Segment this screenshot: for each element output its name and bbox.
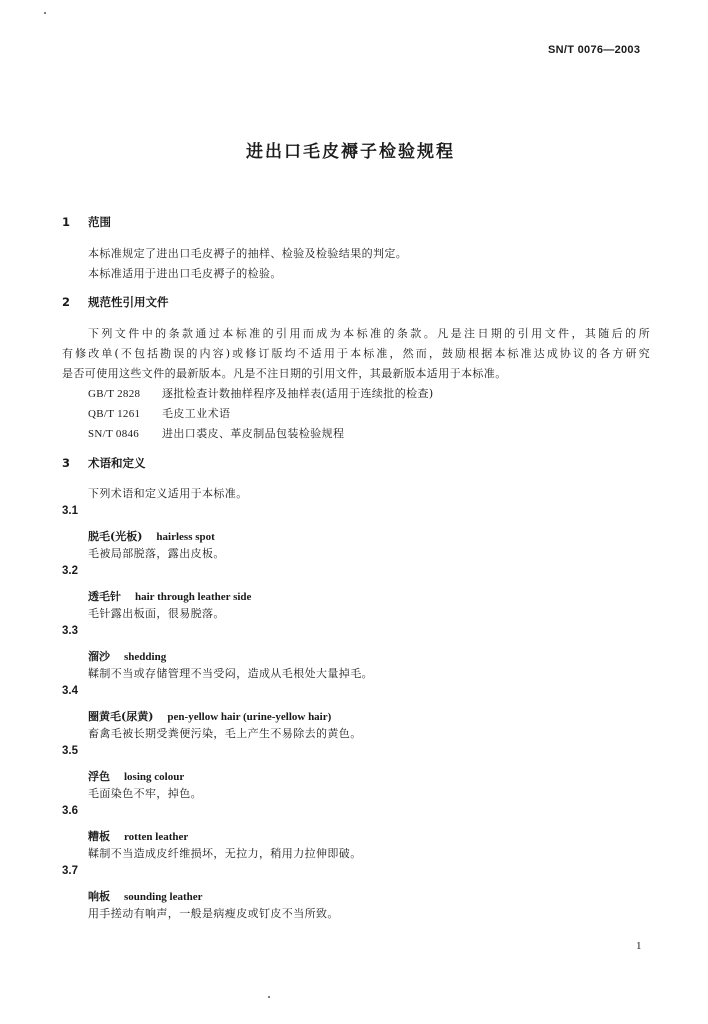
standard-code-header: SN/T 0076—2003 xyxy=(548,44,641,56)
term-en: hairless spot xyxy=(156,531,215,543)
section-number: 3 xyxy=(62,456,71,470)
term-number: 3.1 xyxy=(62,505,78,517)
reference-code: QB/T 1261 xyxy=(88,408,141,420)
term-heading xyxy=(88,705,331,724)
term-heading xyxy=(88,825,188,844)
term-zh: 响板 xyxy=(88,890,110,903)
scan-speck xyxy=(268,996,270,998)
term-definition: 毛面染色不牢，掉色。 xyxy=(88,787,202,800)
term-heading xyxy=(88,525,215,544)
term-zh: 溜沙 xyxy=(88,650,110,663)
term-en: rotten leather xyxy=(124,831,189,843)
term-number: 3.3 xyxy=(62,625,78,637)
term-heading xyxy=(88,885,203,904)
term-number: 3.2 xyxy=(62,565,78,577)
reference-item xyxy=(88,405,230,421)
term-definition: 鞣制不当或存储管理不当受闷，造成从毛根处大量掉毛。 xyxy=(88,667,373,680)
term-zh: 圈黄毛(尿黄) xyxy=(88,710,154,723)
references-intro-line: 是否可使用这些文件的最新版本。凡是不注日期的引用文件，其最新版本适用于本标准。 xyxy=(62,367,507,380)
term-zh: 糟板 xyxy=(88,830,110,843)
term-en: pen-yellow hair (urine-yellow hair) xyxy=(167,711,332,723)
references-intro-line: 下列文件中的条款通过本标准的引用而成为本标准的条款。凡是注日期的引用文件，其随后的所 xyxy=(88,327,650,340)
term-zh: 脱毛(光板) xyxy=(88,530,143,543)
term-definition: 用手搓动有响声，一般是病瘦皮或钉皮不当所致。 xyxy=(88,907,339,920)
reference-title: 逐批检查计数抽样程序及抽样表(适用于连续批的检查) xyxy=(162,387,434,400)
terms-intro: 下列术语和定义适用于本标准。 xyxy=(88,487,248,500)
reference-code: SN/T 0846 xyxy=(88,428,140,440)
reference-title: 毛皮工业术语 xyxy=(162,407,231,420)
term-en: losing colour xyxy=(124,771,185,783)
scope-paragraph: 本标准规定了进出口毛皮褥子的抽样、检验及检验结果的判定。 xyxy=(88,247,408,260)
term-en: sounding leather xyxy=(124,891,203,903)
section-1-heading xyxy=(62,214,111,230)
section-number: 2 xyxy=(62,295,71,309)
reference-item xyxy=(88,385,434,401)
scan-speck xyxy=(44,12,46,14)
term-heading xyxy=(88,585,251,604)
term-en: hair through leather side xyxy=(135,591,252,603)
references-intro-line: 有修改单(不包括勘误的内容)或修订版均不适用于本标准，然而，鼓励根据本标准达成协议的各方研究 xyxy=(62,347,650,360)
term-heading xyxy=(88,645,166,664)
term-en: shedding xyxy=(124,651,167,663)
section-number: 1 xyxy=(62,215,71,229)
scope-paragraph: 本标准适用于进出口毛皮褥子的检验。 xyxy=(88,267,282,280)
term-definition: 毛被局部脱落，露出皮板。 xyxy=(88,547,225,560)
term-heading xyxy=(88,765,184,784)
term-zh: 透毛针 xyxy=(88,590,121,603)
term-definition: 鞣制不当造成皮纤维损坏，无拉力，稍用力拉伸即破。 xyxy=(88,847,362,860)
reference-item xyxy=(88,425,344,441)
section-3-heading xyxy=(62,455,146,471)
document-title: 进出口毛皮褥子检验规程 xyxy=(246,142,455,162)
section-title: 规范性引用文件 xyxy=(88,295,169,309)
term-number: 3.7 xyxy=(62,865,78,877)
term-number: 3.5 xyxy=(62,745,78,757)
term-number: 3.6 xyxy=(62,805,78,817)
term-definition: 毛针露出板面，很易脱落。 xyxy=(88,607,225,620)
reference-code: GB/T 2828 xyxy=(88,388,141,400)
term-number: 3.4 xyxy=(62,685,78,697)
reference-title: 进出口裘皮、革皮制品包装检验规程 xyxy=(162,427,345,440)
page-number: 1 xyxy=(636,940,642,952)
section-title: 术语和定义 xyxy=(88,456,146,470)
section-title: 范围 xyxy=(88,215,112,229)
section-2-heading xyxy=(62,294,169,310)
term-zh: 浮色 xyxy=(88,770,110,783)
term-definition: 畜禽毛被长期受粪便污染，毛上产生不易除去的黄色。 xyxy=(88,727,362,740)
